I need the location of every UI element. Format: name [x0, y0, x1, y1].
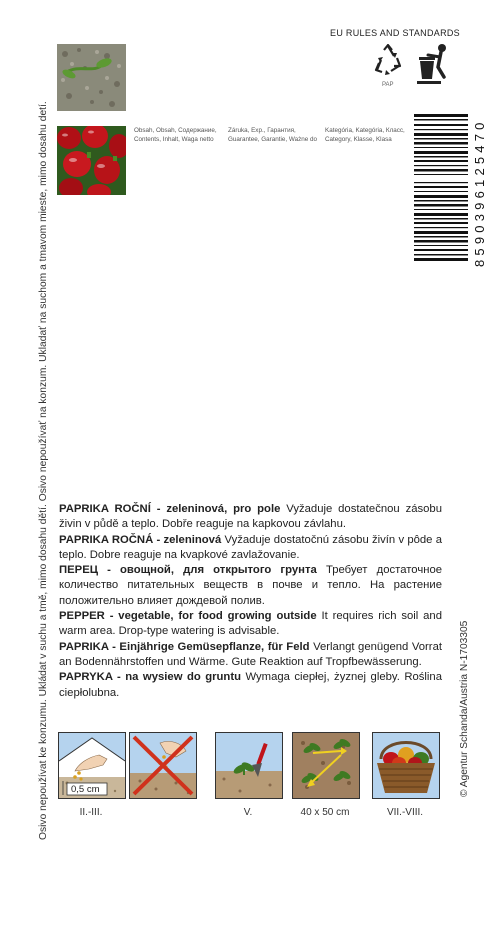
eu-rules-heading: EU RULES AND STANDARDS — [330, 28, 460, 38]
category-label-2: Category, Klasse, Klasa — [325, 136, 392, 143]
contents-label-2: Contents, Inhalt, Waga netto — [134, 136, 214, 143]
description-title: ПЕРЕЦ - овощной, для открытого грунта — [59, 564, 317, 577]
description-block — [59, 502, 442, 701]
harvest-basket-icon — [372, 732, 440, 799]
description-title: PAPRIKA ROČNÁ - zeleninová — [59, 533, 222, 546]
sowing-indoors-icon — [58, 732, 126, 799]
description-sk — [59, 533, 442, 564]
description-en — [59, 609, 442, 640]
description-title: PAPRYKA - na wysiew do gruntu — [59, 671, 241, 684]
description-text: Verlangt genügend Vorrat an Bodennährstoffen und Wärme. Gute Reaktion auf Tropfbewässerung. — [59, 640, 442, 668]
red-pepper-photo — [57, 126, 126, 195]
contents-label: Obsah, Obsah, Содержание, — [134, 127, 217, 134]
description-de — [59, 640, 442, 671]
description-cz — [59, 502, 442, 533]
description-text: It requires rich soil and warm area. Drop-type watering is advisable. — [59, 610, 442, 638]
spacing-icon — [292, 732, 360, 799]
description-text: Требует достаточное количество питательных веществ в почве и тепло. На растение положительно влияет дождевой полив. — [59, 564, 443, 607]
description-text: Vyžaduje dostatočnú zásobu živín v pôde a teplo. Dobre reaguje na kvapkové zavlažovanie. — [59, 533, 442, 561]
guarantee-label: Záruka, Exp., Гарантия, — [228, 127, 296, 134]
depth-label: 0,5 cm — [71, 784, 100, 795]
description-ru — [59, 563, 442, 609]
category-label: Kategória, Kategória, Класс, — [325, 127, 405, 134]
planting-out-icon — [215, 732, 283, 799]
barcode — [414, 112, 468, 262]
description-title: PAPRIKA - Einjährige Gemüsepflanze, für Feld — [59, 640, 310, 653]
copyright-credit: © Agentur Schanda/Austria N-1703305 — [459, 620, 470, 797]
seedling-photo — [57, 44, 126, 111]
trash-bin-person-icon — [414, 43, 454, 87]
storage-notice: Osivo nepoužívat ke konzumu. Ukládat v suchu a tmě, mimo dosahu dětí. Osivo nepoužívať na konzum. Ukladať na suchom a tmavom mieste, mimo dosahu detí. — [38, 101, 49, 840]
recycle-icon — [372, 44, 404, 80]
step-label-sowing: II.-III. — [79, 807, 103, 818]
barcode-number: 8590396125470 — [472, 118, 487, 267]
step-label-planting: V. — [243, 807, 253, 818]
description-title: PEPPER - vegetable, for food growing outside — [59, 610, 317, 623]
guarantee-label-2: Guarantee, Garantie, Ważne do — [228, 136, 318, 143]
step-label-harvest: VII.-VIII. — [386, 807, 424, 818]
description-title: PAPRIKA ROČNÍ - zeleninová, pro pole — [59, 503, 281, 515]
step-label-spacing: 40 x 50 cm — [300, 807, 350, 818]
description-text: Vyžaduje dostatečnou zásobu živin v půdě a teplo. Dobře reaguje na kapkovou závlahu. — [59, 503, 442, 531]
description-text: Wymaga ciepłej, żyznej gleby. Roślina ciepłolubna. — [59, 671, 442, 699]
no-direct-sowing-icon — [129, 732, 197, 799]
description-pl — [59, 670, 442, 701]
pap-label: PAP — [382, 82, 394, 88]
